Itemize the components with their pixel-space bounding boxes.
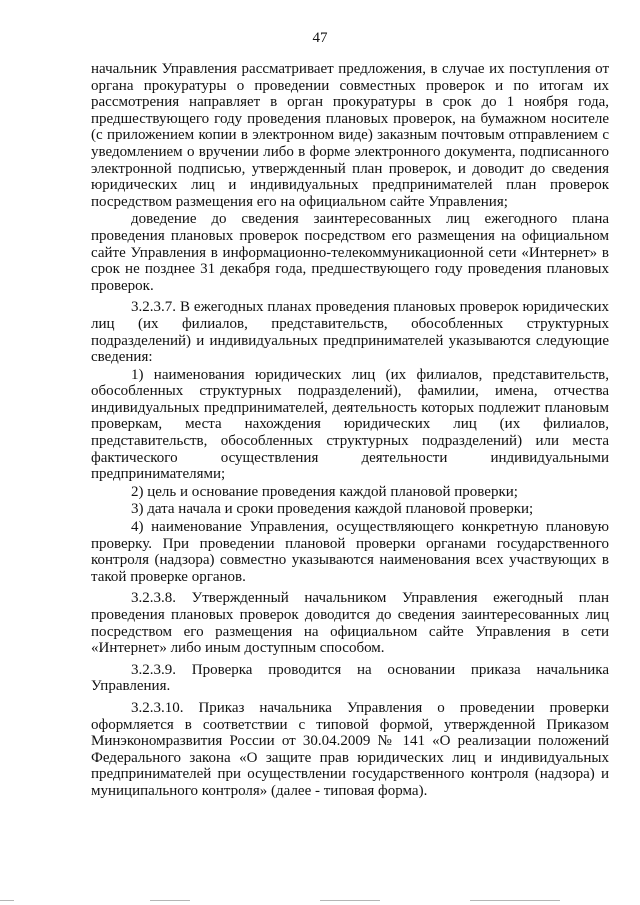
page-number: 47 xyxy=(312,30,328,46)
paragraph-head-approval-notice: начальник Управления рассматривает предложения, в случае их поступления от органа прокуратуры о проведении совместных проверок и по итогам их рассмотрения направляет в орган прокуратуры в срок до 1 ноября года, предшествующего году проведения плановых проверок, на бумажном носителе (с приложением копии в электронном виде) заказным почтовым отправлением с уведомлением о вручении либо в форме электронного документа, подписанного электронной подписью, утвержденный план проверок, и доводит до сведения юридических лиц и индивидуальных предпринимателей план проверок посредством размещения его на официальном сайте Управления; xyxy=(91,61,609,210)
paragraph-3-2-3-9: 3.2.3.9. Проверка проводится на основании приказа начальника Управления. xyxy=(91,661,609,695)
paragraph-3-2-3-8: 3.2.3.8. Утвержденный начальником Управления ежегодный план проведения плановых проверок доводится до сведения заинтересованных лиц посредством его размещения на официальном сайте Управления в сети «Интернет» либо иным доступным способом. xyxy=(91,590,609,657)
paragraph-3-2-3-10: 3.2.3.10. Приказ начальника Управления о проведении проверки оформляется в соответствии с типовой формой, утвержденной Приказом Минэкономразвития России от 30.04.2009 № 141 «О реализации положений Федерального закона «О защите прав юридических лиц и индивидуальных предпринимателей при осуществлении государственного контроля (надзора) и муниципального контроля» (далее - типовая форма). xyxy=(91,699,609,799)
scan-edge-marks xyxy=(0,895,640,901)
list-item-3-dates: 3) дата начала и сроки проведения каждой плановой проверки; xyxy=(131,501,534,518)
list-item-1-entity-names: 1) наименования юридических лиц (их филиалов, представительств, обособленных структурных подразделений), фамилии, имена, отчества индивидуальных предпринимателей, деятельность которых подлежит плановым проверкам, места нахождения юридических лиц (их филиалов, представительств, обособленных структурных подразделений) или места фактического осуществления деятельности индивидуальными предпринимателями; xyxy=(91,366,609,483)
paragraph-plan-publication: доведение до сведения заинтересованных лиц ежегодного плана проведения плановых проверок посредством его размещения на официальном сайте Управления в информационно-телекоммуникационной сети «Интернет» в срок не позднее 31 декабря года, предшествующего году проведения плановых проверок. xyxy=(91,211,609,294)
list-item-4-authority: 4) наименование Управления, осуществляющего конкретную плановую проверку. При проведении плановой проверки органами государственного контроля (надзора) совместно указываются наименования всех участвующих в такой проверке органов. xyxy=(91,519,609,585)
list-item-2-purpose: 2) цель и основание проведения каждой плановой проверки; xyxy=(131,483,518,500)
document-body xyxy=(91,61,609,800)
paragraph-3-2-3-7: 3.2.3.7. В ежегодных планах проведения плановых проверок юридических лиц (их филиалов, представительств, обособленных структурных подразделений) и индивидуальных предпринимателей указываются следующие сведения: xyxy=(91,299,609,366)
